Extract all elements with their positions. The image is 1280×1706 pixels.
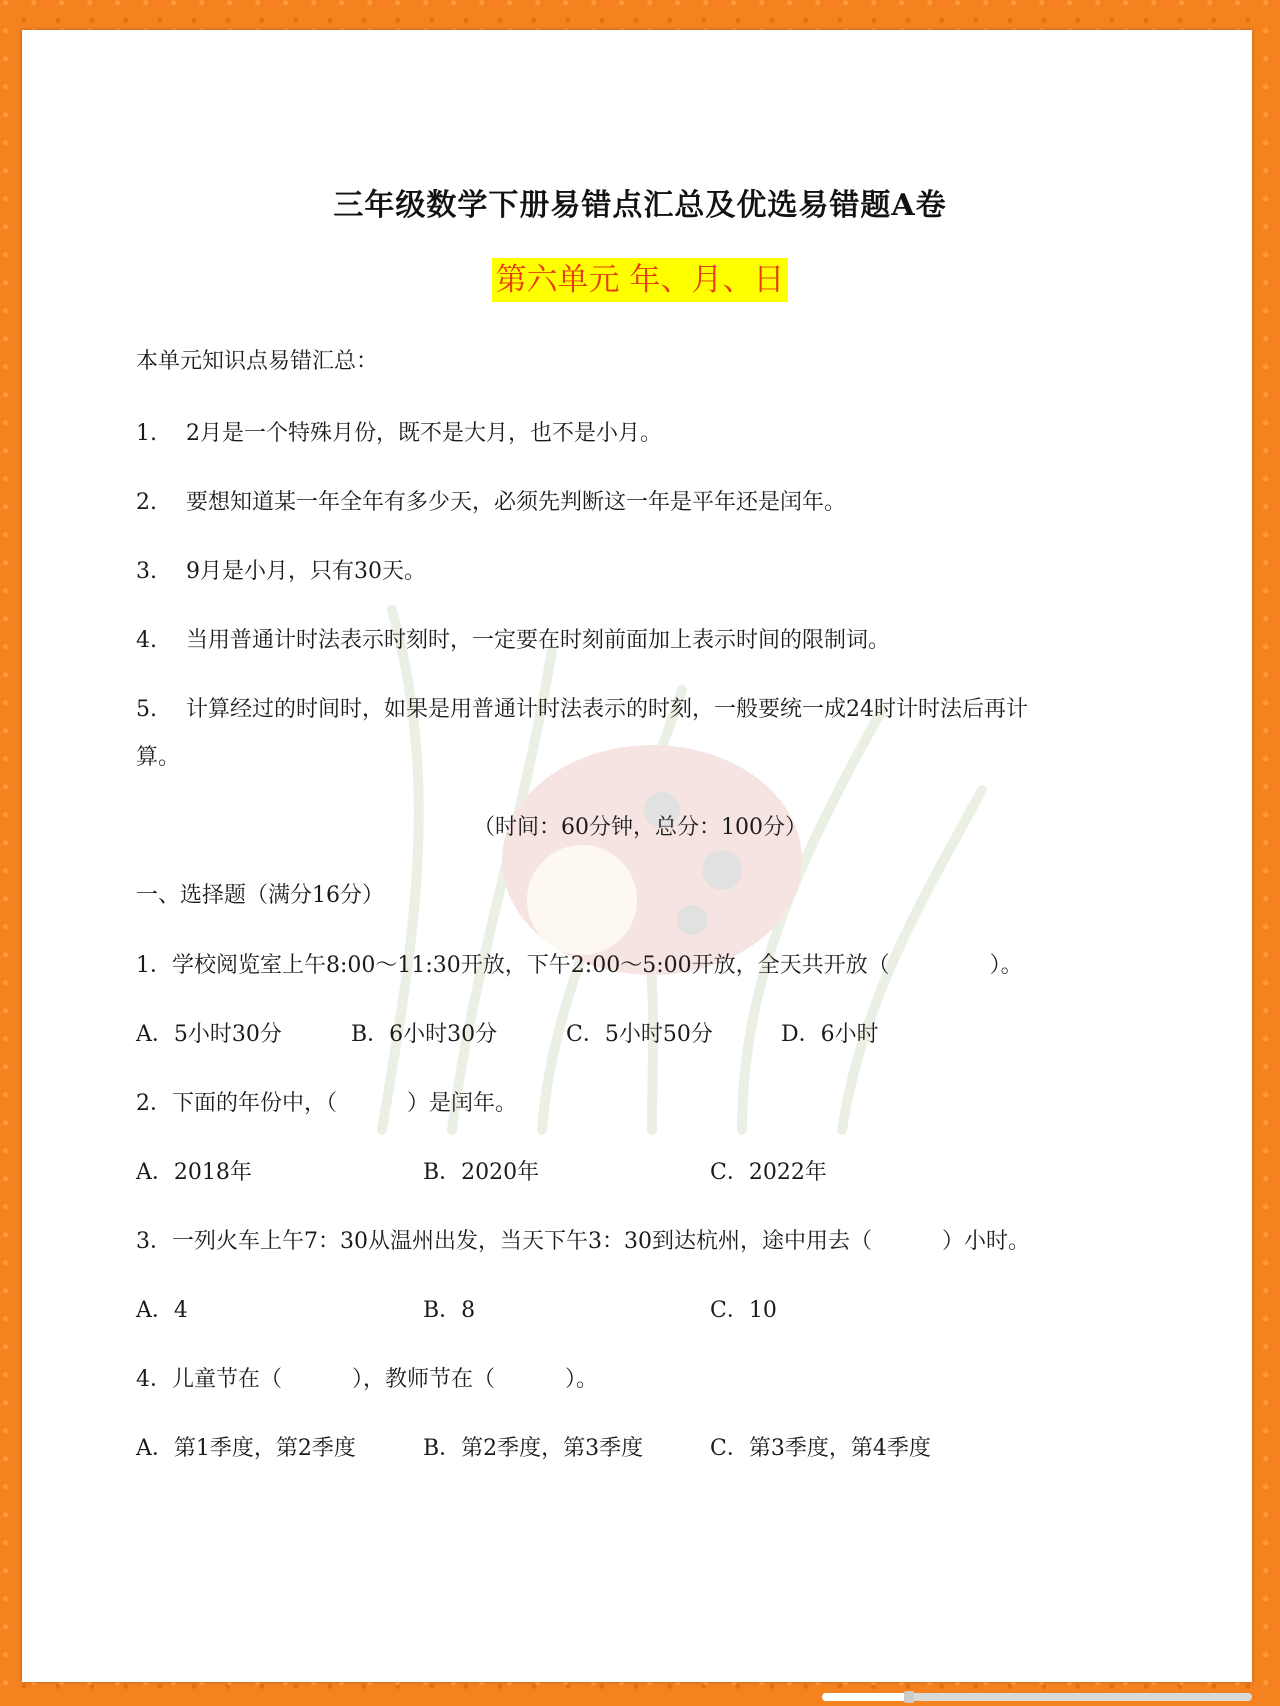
unit-title-wrapper: [0, 258, 1280, 302]
point-item-4: [136, 623, 890, 654]
point-number: 2.: [136, 490, 157, 515]
point-item-2: [136, 485, 846, 516]
question-4: [136, 1362, 598, 1393]
option-b: B．6小时30分: [351, 1022, 498, 1047]
question-4-options: [136, 1431, 931, 1462]
point-number: 1.: [136, 421, 157, 446]
option-a: A．5小时30分: [136, 1022, 282, 1047]
option-b: B．2020年: [423, 1160, 540, 1185]
question-2: [136, 1086, 517, 1117]
question-2-options: [136, 1155, 827, 1186]
section-heading-choice: 一、选择题（满分16分）: [136, 883, 384, 908]
option-c: C．第3季度，第4季度: [710, 1436, 931, 1461]
exam-info: （时间：60分钟，总分：100分）: [473, 815, 807, 840]
point-number: 4.: [136, 628, 157, 653]
point-text: 要想知道某一年全年有多少天，必须先判断这一年是平年还是闰年。: [186, 490, 847, 515]
point-text: 计算经过的时间时，如果是用普通计时法表示的时刻，一般要统一成24时计时法后再计: [186, 697, 1028, 722]
question-stem-end: ）是闰年。: [407, 1091, 518, 1116]
question-stem: 4．儿童节在（: [136, 1367, 282, 1392]
point-item-5: [136, 692, 1028, 723]
point-text: 9月是小月，只有30天。: [186, 559, 426, 584]
scroll-indicator-bar: [822, 1691, 1252, 1703]
question-3-options: [136, 1293, 777, 1324]
question-1-options: [136, 1017, 879, 1048]
option-b: B．8: [423, 1298, 476, 1323]
point-item-3: [136, 554, 426, 585]
summary-heading: 本单元知识点易错汇总：: [136, 349, 379, 374]
question-stem: 3．一列火车上午7：30从温州出发，当天下午3：30到达杭州，途中用去（: [136, 1229, 872, 1254]
option-c: C．5小时50分: [566, 1022, 713, 1047]
option-a: A．2018年: [136, 1160, 252, 1185]
question-stem-middle: ），教师节在（: [352, 1367, 496, 1392]
question-stem: 1．学校阅览室上午8:00～11:30开放，下午2:00～5:00开放，全天共开放（: [136, 953, 890, 978]
point-item-5-continuation: 算。: [136, 745, 181, 770]
ladybug-grass-watermark: [322, 570, 1002, 1150]
point-item-1: [136, 416, 662, 447]
question-stem: 2．下面的年份中，（: [136, 1091, 337, 1116]
option-b: B．第2季度，第3季度: [423, 1436, 644, 1461]
point-text: 当用普通计时法表示时刻时，一定要在时刻前面加上表示时间的限制词。: [186, 628, 891, 653]
option-a: A．4: [136, 1298, 188, 1323]
question-stem-end: ）。: [989, 953, 1023, 978]
point-number: 3.: [136, 559, 157, 584]
option-c: C．2022年: [710, 1160, 827, 1185]
question-3: [136, 1224, 1030, 1255]
option-a: A．第1季度，第2季度: [136, 1436, 356, 1461]
question-stem-end: ）。: [565, 1367, 599, 1392]
point-number: 5.: [136, 697, 157, 722]
question-stem-end: ）小时。: [941, 1229, 1030, 1254]
question-1: [136, 948, 1023, 979]
option-d: D．6小时: [781, 1022, 879, 1047]
point-text: 2月是一个特殊月份，既不是大月，也不是小月。: [186, 421, 662, 446]
option-c: C．10: [710, 1298, 777, 1323]
unit-title: 第六单元 年、月、日: [492, 258, 789, 302]
worksheet-title: 三年级数学下册易错点汇总及优选易错题A卷: [333, 188, 947, 223]
